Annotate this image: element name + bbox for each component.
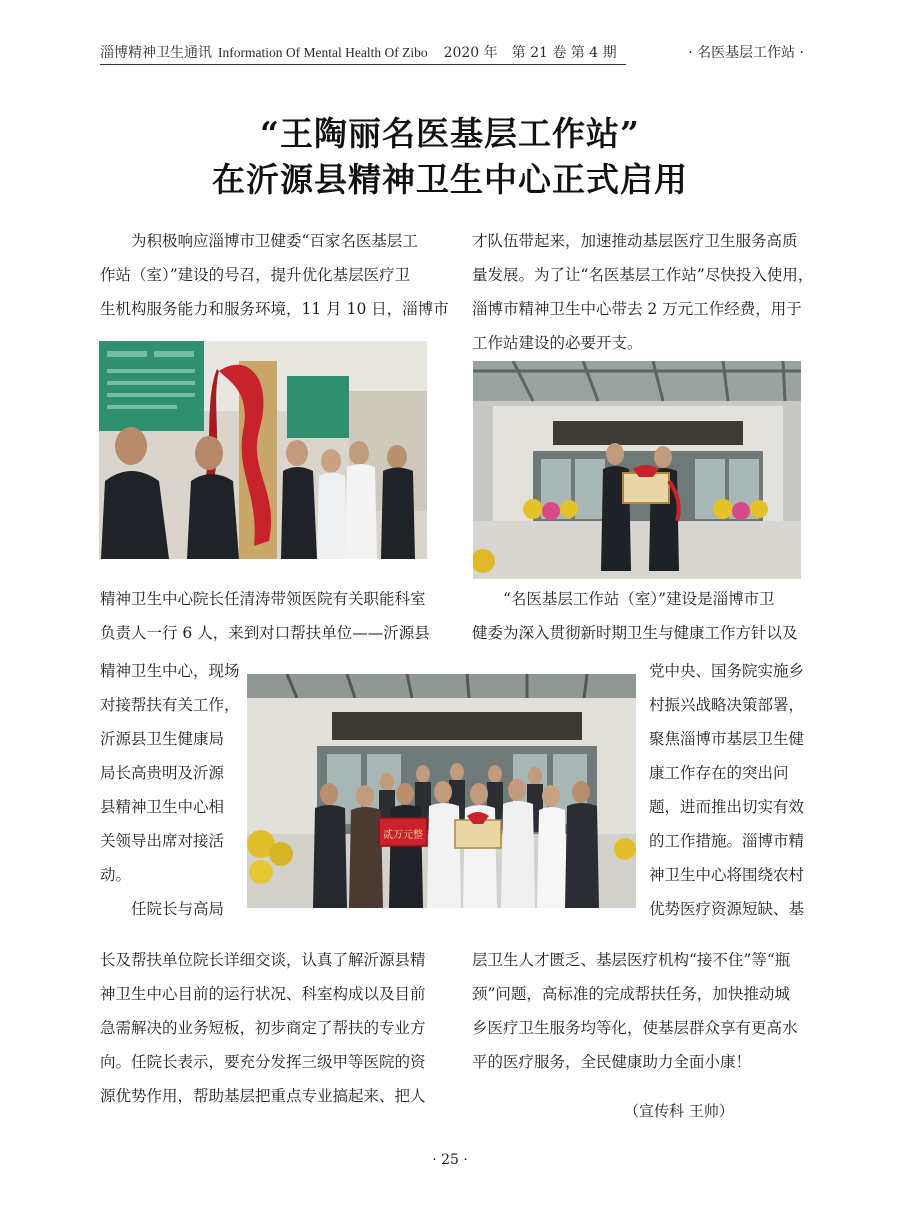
section-label: · 名医基层工作站 · [688,45,804,61]
text-line: 党中央、国务院实施乡 [649,662,805,680]
text-line: 聚焦淄博市基层卫生健 [649,730,805,748]
text-line: 生机构服务能力和服务环境，11 月 10 日，淄博市 [100,300,449,318]
text-line: 县精神卫生中心相 [100,798,225,816]
text-line: 题，进而推出切实有效 [649,798,805,816]
text-line: 向。任院长表示，要充分发挥三级甲等医院的资 [100,1053,426,1071]
journal-title-en: Information Of Mental Health Of Zibo [218,45,428,60]
text-line: 工作站建设的必要开支。 [472,334,643,352]
text-line: 长及帮扶单位院长详细交谈，认真了解沂源县精 [100,951,426,969]
left-col-top [100,224,449,326]
text-line: 优势医疗资源短缺、基 [649,900,805,918]
text-line: 精神卫生中心院长任清涛带领医院有关职能科室 [100,590,426,608]
header-rule [100,64,626,65]
donation-plaque-text: 贰万元整 [383,830,423,841]
text-line: 村振兴战略决策部署， [649,696,805,714]
right-col-bottom [472,943,798,1079]
text-line: 淄博市精神卫生中心带去 2 万元工作经费，用于 [472,300,802,318]
text-line: 量发展。为了让“名医基层工作站”尽快投入使用， [472,266,814,284]
text-line: “名医基层工作站（室）”建设是淄博市卫 [472,590,775,608]
article-title-line-1: “王陶丽名医基层工作站” [260,114,640,153]
text-line: 局长高贵明及沂源 [100,764,225,782]
text-line: 急需解决的业务短板，初步商定了帮扶的专业方 [100,1019,426,1037]
text-line: 才队伍带起来，加速推动基层医疗卫生服务高质 [472,232,798,250]
issue-info: 2020 年 第 21 卷 第 4 期 [443,45,617,61]
author-signature: （宣传科 王帅） [624,1102,734,1120]
text-line: 神卫生中心将围绕农村 [649,866,805,884]
right-col-mid [472,582,798,650]
photo-group [247,674,636,908]
right-col-top [472,224,813,360]
photo-plaque-entrance [473,361,801,579]
left-col-wrap [100,654,240,926]
article-title-line-2: 在沂源县精神卫生中心正式启用 [212,160,688,199]
running-header [100,42,617,62]
left-col-mid [100,582,430,650]
text-line: 关领导出席对接活 [100,832,225,850]
journal-title-cn: 淄博精神卫生通讯 [100,45,212,61]
text-line: 对接帮扶有关工作， [100,696,240,714]
text-line: 精神卫生中心，现场 [100,662,240,680]
text-line: 动。 [100,866,132,884]
text-line: 的工作措施。淄博市精 [649,832,805,850]
text-line: 平的医疗服务，全民健康助力全面小康！ [472,1053,752,1071]
text-line: 乡医疗卫生服务均等化，使基层群众享有更高水 [472,1019,798,1037]
text-line: 作站（室）”建设的号召，提升优化基层医疗卫 [100,266,411,284]
text-line: 健委为深入贯彻新时期卫生与健康工作方针以及 [472,624,798,642]
text-line: 沂源县卫生健康局 [100,730,225,748]
page-number: · 25 · [432,1152,468,1168]
text-line: 神卫生中心目前的运行状况、科室构成以及目前 [100,985,426,1003]
text-line: 康工作存在的突出问 [649,764,789,782]
text-line: 任院长与高局 [100,900,225,918]
text-line: 层卫生人才匮乏、基层医疗机构“接不住”等“瓶 [472,951,791,969]
right-col-wrap [649,654,804,926]
text-line: 为积极响应淄博市卫健委“百家名医基层工 [100,232,418,250]
text-line: 源优势作用，帮助基层把重点专业搞起来、把人 [100,1087,426,1105]
text-line: 负责人一行 6 人，来到对口帮扶单位——沂源县 [100,624,430,642]
left-col-bottom [100,943,426,1113]
text-line: 颈”问题，高标准的完成帮扶任务，加快推动城 [472,985,790,1003]
photo-unveiling [99,341,427,559]
